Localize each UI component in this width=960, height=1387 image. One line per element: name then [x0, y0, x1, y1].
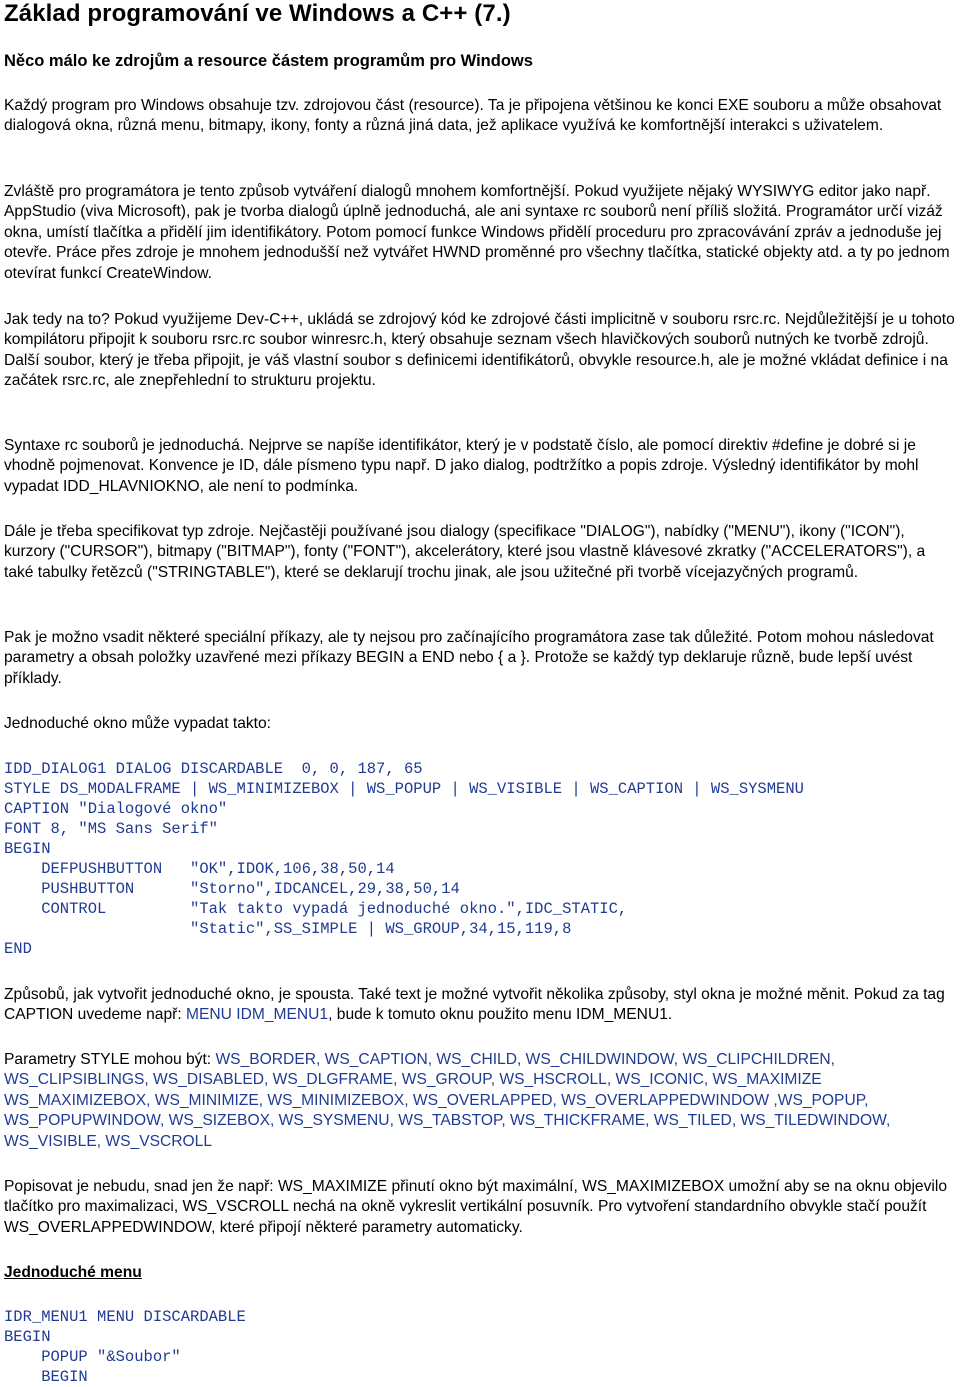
paragraph-style-description: Popisovat je nebudu, snad jen že např: WS_MAXIMIZE přinutí okno být maximální, WS_MAXIMIZEBOX umožní aby se na oknu objevilo tlačítko pro maximalizaci, WS_VSCROLL nechá na okně vykreslit vertikální posuvník. Pro vytvoření standardního obvykle stačí použít WS_OVERLAPPEDWINDOW, které připojí některé parametry automaticky.	[4, 1178, 947, 1236]
paragraph-style-params: Parametry STYLE mohou být: WS_BORDER, WS_CAPTION, WS_CHILD, WS_CHILDWINDOW, WS_CLIPCHILDREN, WS_CLIPSIBLINGS, WS_DISABLED, WS_DLGFRAME, WS_GROUP, WS_HSCROLL, WS_ICONIC, WS_MAXIMIZE WS_MAXIMIZEBOX, WS_MINIMIZE, WS_MINIMIZEBOX, WS_OVERLAPPED, WS_OVERLAPPEDWINDOW ,WS_POPUP, WS_POPUPWINDOW, WS_SIZEBOX, WS_SYSMENU, WS_TABSTOP, WS_THICKFRAME, WS_TILED, WS_TILEDWINDOW, WS_VISIBLE, WS_VSCROLL	[4, 1051, 891, 1150]
page-title: Základ programování ve Windows a C++ (7.)	[4, 0, 511, 27]
paragraph-rc-syntax: Syntaxe rc souborů je jednoduchá. Nejprve se napíše identifikátor, který je v podstatě číslo, ale pomocí direktiv #define je dobré si je vhodně pojmenovat. Konvence je ID, dále písmeno typu např. D jako dialog, podtržítko a popis zdroje. Výsledný identifikátor by mohl vypadat IDD_HLAVNIOKNO, ale není to podmínka.	[4, 437, 919, 495]
style-list: WS_BORDER, WS_CAPTION, WS_CHILD, WS_CHILDWINDOW, WS_CLIPCHILDREN, WS_CLIPSIBLINGS, WS_DISABLED, WS_DLGFRAME, WS_GROUP, WS_HSCROLL, WS_ICONIC, WS_MAXIMIZE WS_MAXIMIZEBOX, WS_MINIMIZE, WS_MINIMIZEBOX, WS_OVERLAPPED, WS_OVERLAPPEDWINDOW ,WS_POPUP, WS_POPUPWINDOW, WS_SIZEBOX, WS_SYSMENU, WS_TABSTOP, WS_THICKFRAME, WS_TILED, WS_TILEDWINDOW, WS_VISIBLE, WS_VSCROLL	[4, 1051, 891, 1150]
inline-code-menu: MENU IDM_MENU1	[186, 1006, 329, 1024]
page-subtitle: Něco málo ke zdrojům a resource částem programům pro Windows	[4, 52, 533, 70]
paragraph-special-commands: Pak je možno vsadit některé speciální příkazy, ale ty nejsou pro začínajícího programátora zase tak důležité. Potom mohou následovat parametry a obsah položky uzavřené mezi příkazy BEGIN a END nebo { a }. Protože se každý typ deklaruje různě, bude lepší uvést příklady.	[4, 629, 934, 687]
paragraph-resource-types: Dále je třeba specifikovat typ zdroje. Nejčastěji používané jsou dialogy (specifikace "DIALOG"), nabídky ("MENU"), ikony ("ICON"), kurzory ("CURSOR"), bitmapy ("BITMAP"), fonty ("FONT"), akcelerátory, které jsou vlastně klávesové zkratky ("ACCELERATORS"), a také tabulky řetězců ("STRINGTABLE"), které se deklarují trochu jinak, ale jsou užitečné při tvorbě vícejazyčných programů.	[4, 523, 926, 581]
paragraph-window-variants: Způsobů, jak vytvořit jednoduché okno, je spousta. Také text je možné vytvořit několika způsoby, styl okna je možné měnit. Pokud za tag CAPTION uvedeme např: MENU IDM_MENU1, bude k tomuto oknu použito menu IDM_MENU1.	[4, 986, 945, 1024]
paragraph-dev-cpp: Jak tedy na to? Pokud využijeme Dev-C++, ukládá se zdrojový kód ke zdrojové části implicitně v souboru rsrc.rc. Nejdůležitější je u tohoto kompilátoru připojit k souboru rsrc.rc soubor winresrc.h, který obsahuje seznam všech hlavičkových souborů nutných ke tvorbě zdrojů. Další soubor, který je třeba připojit, je váš vlastní soubor s definicemi identifikátorů, obvykle resource.h, ale je možné vkládat definice i na začátek rsrc.rc, ale znepřehlední to strukturu projektu.	[4, 311, 955, 390]
section-heading-menu: Jednoduché menu	[4, 1264, 142, 1281]
paragraph-intro: Každý program pro Windows obsahuje tzv. zdrojovou část (resource). Ta je připojena většinou ke konci EXE souboru a může obsahovat dialogová okna, různá menu, bitmapy, ikony, fonty a různá jiná data, jež aplikace využívá ke komfortnější interakci s uživatelem.	[4, 97, 942, 135]
code-block-menu: IDR_MENU1 MENU DISCARDABLE BEGIN POPUP "&Soubor" BEGIN	[4, 1308, 246, 1386]
paragraph-wysiwyg: Zvláště pro programátora je tento způsob vytváření dialogů mnohem komfortnější. Pokud využijete nějaký WYSIWYG editor jako např. AppStudio (viva Microsoft), pak je tvorba dialogů úplně jednoduchá, ale ani syntaxe rc souborů není příliš složitá. Programátor určí vizáž okna, umístí tlačítka a přidělí jim identifikátory. Potom pomocí funkce Windows přidělí proceduru pro zpracovávání zpráv a jednoduše jej otevře. Práce přes zdroje je mnohem jednodušší než vytvářet HWND proměnné pro všechny tlačítka, statické objekty atd. a ty po jednom otevírat funkcí CreateWindow.	[4, 183, 950, 282]
paragraph-window-example-intro: Jednoduché okno může vypadat takto:	[4, 715, 272, 732]
code-block-dialog: IDD_DIALOG1 DIALOG DISCARDABLE 0, 0, 187, 65 STYLE DS_MODALFRAME | WS_MINIMIZEBOX | WS_POPUP | WS_VISIBLE | WS_CAPTION | WS_SYSMENU CAPTION "Dialogové okno" FONT 8, "MS Sans Serif" BEGIN DEFPUSHBUTTON "OK",IDOK,106,38,50,14 PUSHBUTTON "Storno",IDCANCEL,29,38,50,14 CONTROL "Tak takto vypadá jednoduché okno.",IDC_STATIC, "Static",SS_SIMPLE | WS_GROUP,34,15,119,8 END	[4, 760, 804, 958]
